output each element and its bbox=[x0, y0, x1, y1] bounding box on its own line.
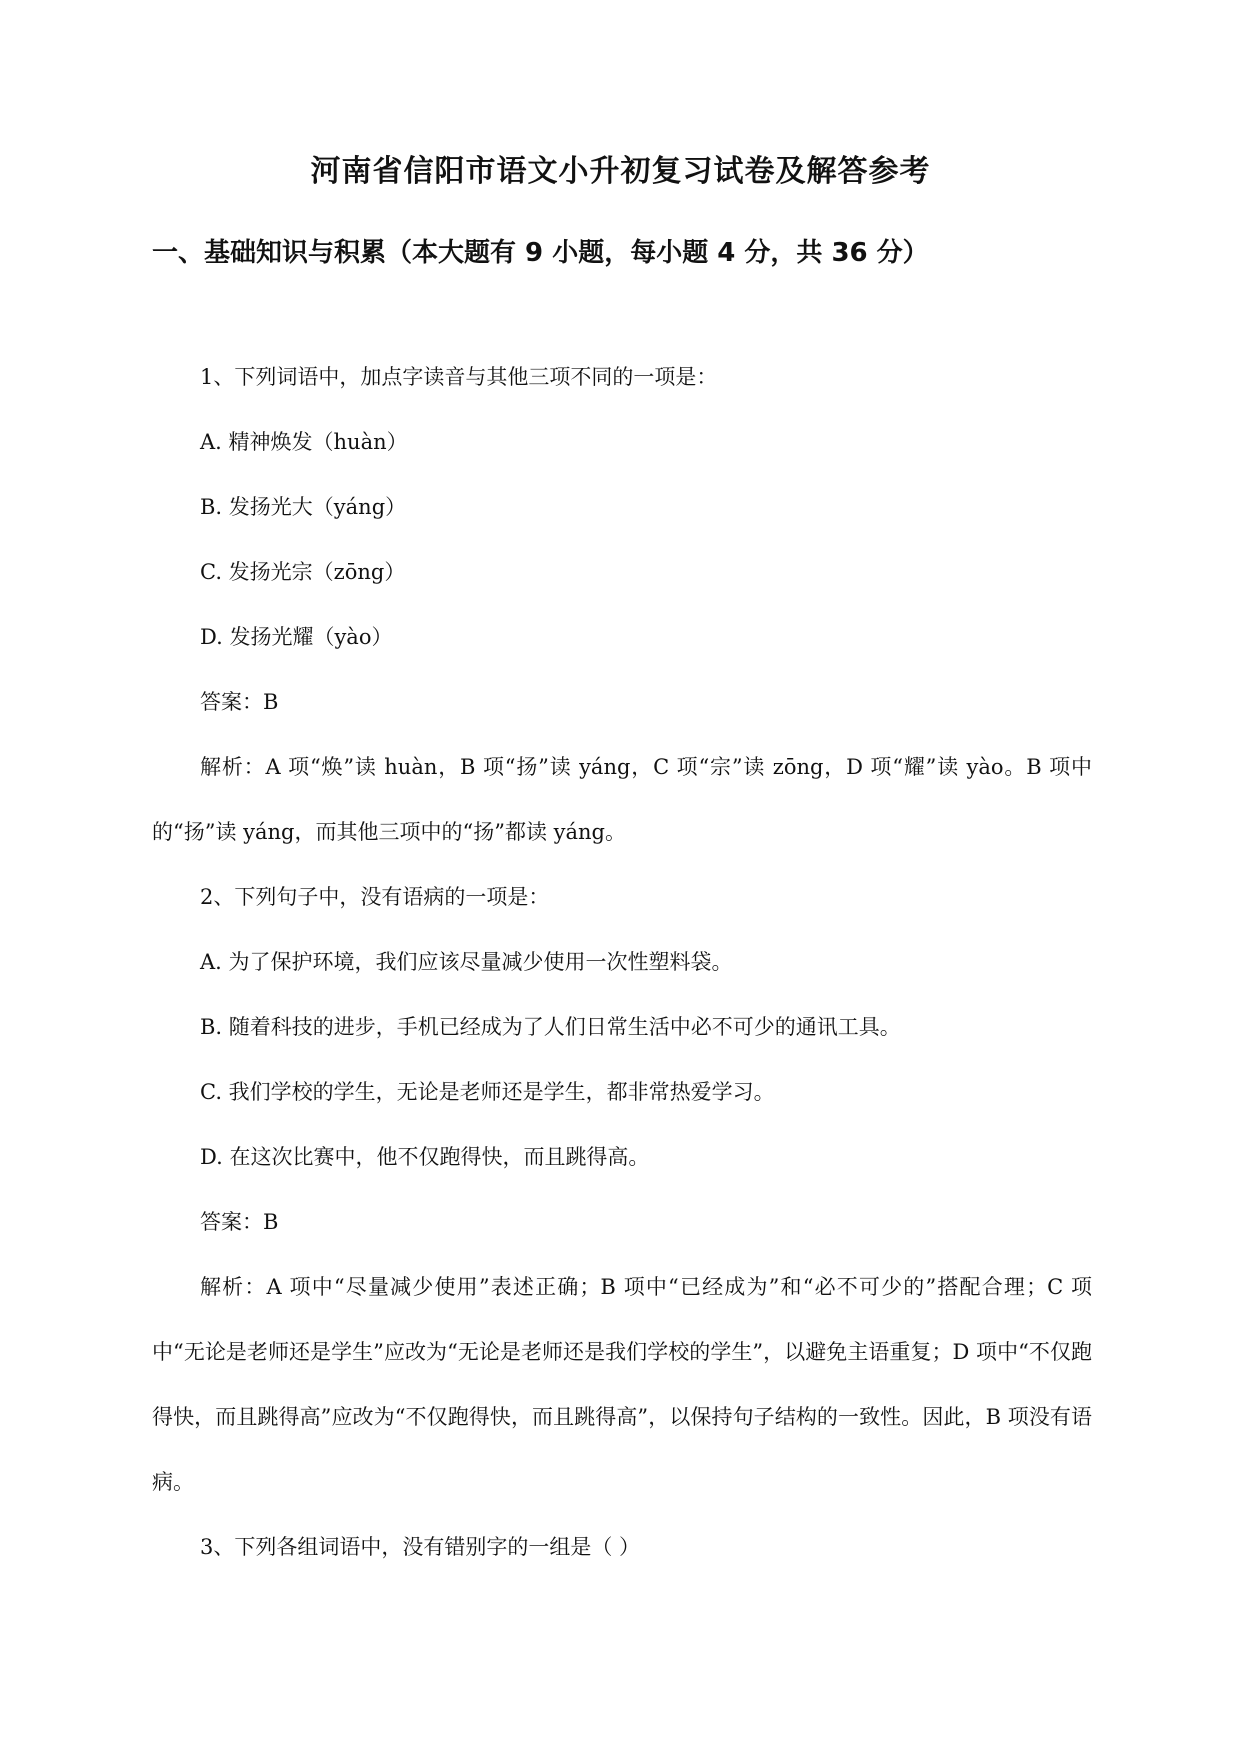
question-1-option-c: C. 发扬光宗（zōng） bbox=[200, 560, 406, 584]
question-2-stem: 2、下列句子中，没有语病的一项是： bbox=[200, 885, 550, 909]
question-1-stem: 1、下列词语中，加点字读音与其他三项不同的一项是： bbox=[200, 365, 718, 389]
question-1-option-a: A. 精神焕发（huàn） bbox=[200, 430, 408, 454]
question-2-option-d: D. 在这次比赛中，他不仅跑得快，而且跳得高。 bbox=[200, 1145, 650, 1169]
section-heading: 一、基础知识与积累（本大题有 9 小题，每小题 4 分，共 36 分） bbox=[152, 238, 929, 268]
question-1-answer: 答案：B bbox=[200, 690, 279, 714]
question-2-option-b: B. 随着科技的进步，手机已经成为了人们日常生活中必不可少的通讯工具。 bbox=[200, 1015, 901, 1039]
question-1-analysis: 解析：A 项“焕”读 huàn，B 项“扬”读 yáng，C 项“宗”读 zōng，D 项“耀”读 yào。B 项中的“扬”读 yáng，而其他三项中的“扬”都读 yáng。 bbox=[152, 755, 1092, 844]
question-2-option-c: C. 我们学校的学生，无论是老师还是学生，都非常热爱学习。 bbox=[200, 1080, 775, 1104]
question-3-stem: 3、下列各组词语中，没有错别字的一组是（ ） bbox=[200, 1535, 641, 1559]
question-2-answer: 答案：B bbox=[200, 1210, 279, 1234]
question-2-analysis: 解析：A 项中“尽量减少使用”表述正确；B 项中“已经成为”和“必不可少的”搭配合理；C 项中“无论是老师还是学生”应改为“无论是老师还是我们学校的学生”，以避免主语重复；D 项中“不仅跑得快，而且跳得高”应改为“不仅跑得快，而且跳得高”，以保持句子结构的一致性。因此，B 项没有语病。 bbox=[152, 1275, 1092, 1494]
question-2-option-a: A. 为了保护环境，我们应该尽量减少使用一次性塑料袋。 bbox=[200, 950, 733, 974]
questions-content bbox=[152, 345, 1092, 1580]
question-1-option-b: B. 发扬光大（yáng） bbox=[200, 495, 407, 519]
question-1-option-d: D. 发扬光耀（yào） bbox=[200, 625, 393, 649]
document-title: 河南省信阳市语文小升初复习试卷及解答参考 bbox=[310, 154, 931, 189]
